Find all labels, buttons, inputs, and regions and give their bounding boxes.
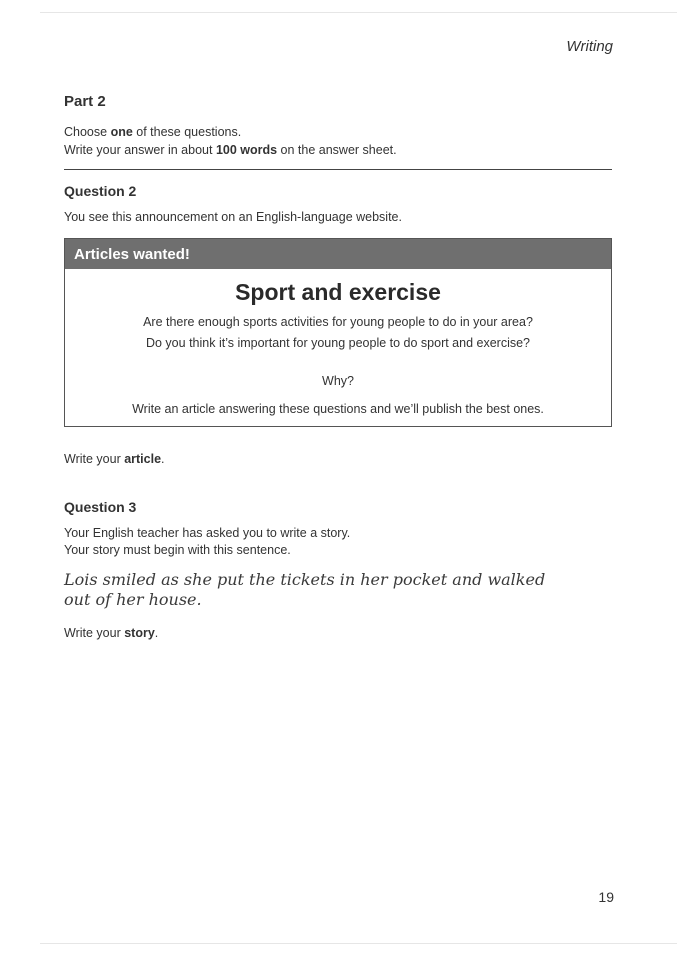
question-3-line-1: Your English teacher has asked you to write a story. [64,526,351,540]
question-3-task: Write your story. [64,626,159,640]
question-3-line-2: Your story must begin with this sentence. [64,543,291,557]
section-title: Writing [566,38,613,55]
story-opening-sentence: Lois smiled as she put the tickets in her pocket and walked out of her house. [64,570,546,609]
bottom-page-edge [40,943,677,944]
divider-rule [64,169,612,170]
question-2-intro: You see this announcement on an English-language website. [64,210,402,224]
page-number: 19 [598,889,614,905]
announcement-line-2: Do you think it’s important for young people to do sport and exercise? [145,336,531,350]
announcement-box [64,238,612,427]
part-heading: Part 2 [64,93,106,110]
top-page-edge [40,12,677,13]
announcement-banner: Articles wanted! [65,239,611,269]
announcement-line-1: Are there enough sports activities for young people to do in your area? [143,315,533,329]
instruction-line-1: Choose one of these questions. [64,125,242,139]
question-3-heading: Question 3 [64,499,137,515]
question-2-heading: Question 2 [64,183,137,199]
announcement-title: Sport and exercise [235,279,441,305]
question-2-task: Write your article. [64,452,165,466]
instruction-line-2: Write your answer in about 100 words on the answer sheet. [64,143,397,157]
announcement-line-3: Why? [322,374,354,388]
announcement-line-4: Write an article answering these questions and we’ll publish the best ones. [132,402,544,416]
